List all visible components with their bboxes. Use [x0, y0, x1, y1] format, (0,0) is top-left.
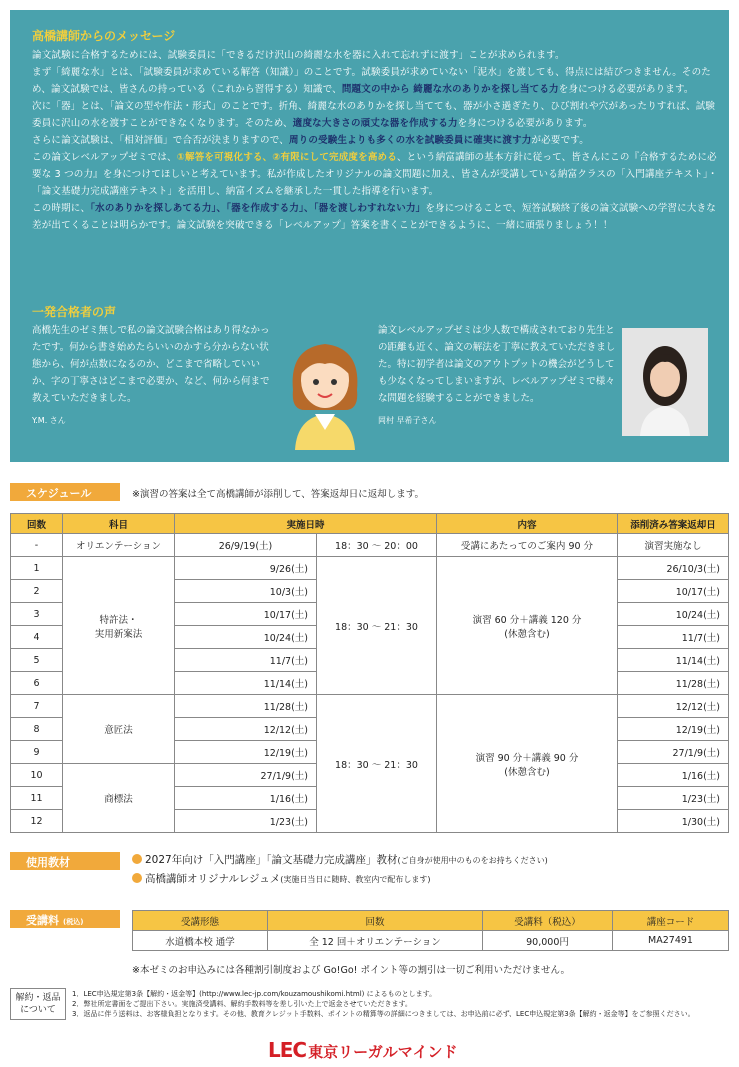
student-illustration-icon	[275, 330, 375, 450]
schedule-note: ※演習の答案は全て高橋講師が添削して、答案返却日に返却します。	[132, 489, 425, 500]
message-p3: 次に「器」とは、「論文の型や作法・形式」のことです。折角、綺麗な水のありかを探し当てても、器が小さ過ぎたり、ひび割れや穴があったりすれば、試験委員に沢山の水を渡すことができなくなります。そのため、適度な大きさの頑丈な器を作成する力を身につける必要があります。	[32, 101, 716, 129]
message-p4: さらに論文試験は、「相対評価」で合否が決まりますので、周りの受験生よりも多くの水を試験委員に確実に渡す力が必要です。	[32, 135, 589, 146]
table-row: 1 特許法・ 実用新案法 9/26(土) 18：30 〜 21：30 演習 60 分＋講義 120 分 (休憩含む) 26/10/3(土)	[11, 557, 729, 580]
table-row: 6 11/14(土) 11/28(土)	[11, 672, 729, 695]
voice-1-name: Y.M. さん	[32, 416, 66, 425]
voice-1	[32, 322, 270, 429]
message-title: 高橋講師からのメッセージ	[32, 29, 176, 43]
col-content: 内容	[437, 514, 618, 534]
voice-2-text: 論文レベルアップゼミは少人数で構成されており先生との距離も近く、論文の解法を丁寧に教えていただきました。特に初学者は論文のアウトプットの機会がどうしても少なくなってしまいますが、レベルアップゼミで様々な問題を経験することができました。	[378, 325, 616, 404]
table-row: 2 10/3(土) 10/17(土)	[11, 580, 729, 603]
fee-note: ※本ゼミのお申込みには各種割引制度および Go!Go! ポイント等の割引は一切ご利用いただけません。	[132, 965, 571, 976]
schedule-table	[10, 513, 729, 833]
table-row: 5 11/7(土) 11/14(土)	[11, 649, 729, 672]
voices-title: 一発合格者の声	[32, 305, 117, 319]
voice-1-text: 高橋先生のゼミ無しで私の論文試験合格はあり得なかったです。何から書き始めたらいいのかすら分からない状態から、何が点数になるのか、どこまで省略していいか、字の丁寧さはどこまで必要か、など、何から何まで教えていただきました。	[32, 325, 270, 404]
lec-logo: LEC 東京リーガルマインド	[268, 1038, 458, 1062]
materials-tag: 使用教材	[10, 852, 120, 870]
table-row: 11 1/16(土) 1/23(土)	[11, 787, 729, 810]
refund-terms: 1．LEC申込規定第3条【解約・返金等】(http://www.lec-jp.com/kouzamoushikomi.html) によるものとします。 2．弊社所定書面をご提出下さい。実施済受講料、解約手数料等を差し引いた上で返金させていただきます。 3．返品に伴う送料は、お客様負担となります。その他、教育クレジット手数料、ポイントの精算等の詳細につきましては、お申込前に必ず、LEC申込規定第3条【解約・返金等】をご参照ください。	[72, 990, 695, 1018]
table-row: 9 12/19(土) 27/1/9(土)	[11, 741, 729, 764]
col-subject: 科目	[63, 514, 175, 534]
message-p2: まず「綺麗な水」とは、「試験委員が求めている解答（知識）」のことです。試験委員が求めていない「泥水」を渡しても、得点には結びつきません。そのため、論文試験では、皆さんの持っている（これから習得する）知識で、問題文の中から 綺麗な水のありかを探し当てる力を身につける必要があります。	[32, 67, 712, 95]
material-2: 高橋講師オリジナルレジュメ(実施日当日に随時、教室内で配布します)	[132, 871, 431, 886]
table-row: 3 10/17(土) 10/24(土)	[11, 603, 729, 626]
fee-table: 受講形態 回数 受講料（税込） 講座コード 水道橋本校 通学 全 12 回＋オリエンテーション 90,000円 MA27491	[132, 910, 729, 951]
table-row: 10 商標法 27/1/9(土) 1/16(土)	[11, 764, 729, 787]
voice-2-name: 岡村 早希子さん	[378, 416, 437, 425]
message-p1: 論文試験に合格するためには、試験委員に「できるだけ沢山の綺麗な水を器に入れて忘れずに渡す」ことが求められます。	[32, 50, 565, 61]
schedule-tag: スケジュール	[10, 483, 120, 501]
material-1: 2027年向け「入門講座」「論文基礎力完成講座」教材(ご自身が使用中のものをお持ちください)	[132, 852, 548, 867]
bullet-icon	[132, 854, 142, 864]
table-row: 7 意匠法 11/28(土) 18：30 〜 21：30 演習 90 分＋講義 90 分 (休憩含む) 12/12(土)	[11, 695, 729, 718]
table-row: 4 10/24(土) 11/7(土)	[11, 626, 729, 649]
refund-label: 解約・返品 について	[10, 988, 66, 1020]
message-p6: この時期に、「水のありかを探しあてる力」、「器を作成する力」、「器を渡しわすれない力」を身につけることで、短答試験終了後の論文試験への学習に大きな差が出てくることは明らかです。論文試験を突破できる「レベルアップ」答案を書くことができるように、一緒に頑張りましょう！！	[32, 203, 716, 231]
table-row: 8 12/12(土) 12/19(土)	[11, 718, 729, 741]
portrait-icon	[622, 328, 708, 436]
student-photo	[622, 328, 708, 436]
col-no: 回数	[11, 514, 63, 534]
table-row: 12 1/23(土) 1/30(土)	[11, 810, 729, 833]
message-panel	[10, 10, 729, 462]
message-body	[32, 47, 720, 234]
table-row: - オリエンテーション 26/9/19(土) 18：30 〜 20：00 受講にあたってのご案内 90 分 演習実施なし	[11, 534, 729, 557]
col-return: 添削済み答案返却日	[618, 514, 729, 534]
bullet-icon	[132, 873, 142, 883]
voice-2	[378, 322, 618, 429]
fee-tag: 受講料 (税込)	[10, 910, 120, 928]
col-date: 実施日時	[175, 514, 437, 534]
message-p5: この論文レベルアップゼミでは、①解答を可視化する、②有限にして完成度を高める、という納富講師の基本方針に従って、皆さんにこの『合格するために必要な 3 つの力』を身につけてほしいと考えています。私が作成したオリジナルの論文問題に加え、皆さんが受講している納富クラスの「入門講座テキスト」・「論文基礎力完成講座テキスト」を活用し、納富イズムを継承した一貫した指導を行います。	[32, 152, 718, 197]
fee-row: 水道橋本校 通学 全 12 回＋オリエンテーション 90,000円 MA27491	[133, 931, 729, 951]
